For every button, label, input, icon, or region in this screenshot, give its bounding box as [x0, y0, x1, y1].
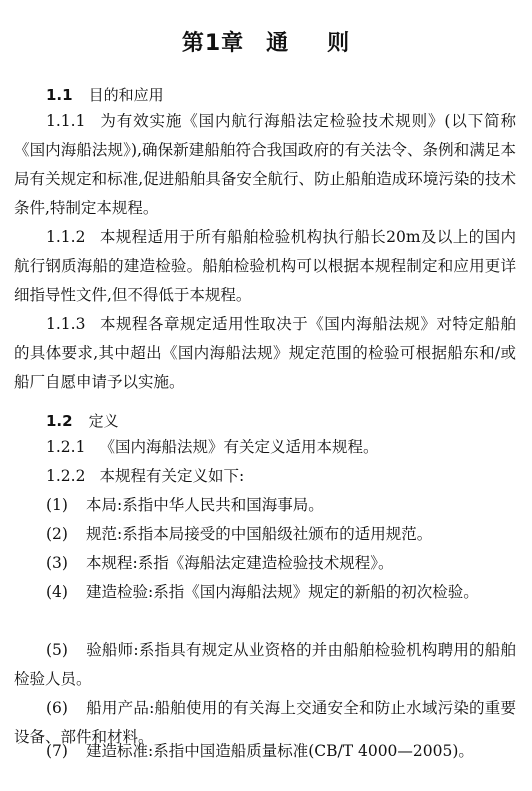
definition-item	[14, 578, 516, 607]
definition-item	[14, 737, 516, 766]
definition-item	[14, 520, 516, 549]
clause-1-1-2	[14, 223, 516, 310]
section-number: 1.1	[46, 86, 73, 104]
chapter-label: 第1章	[181, 31, 245, 56]
section-title: 定义	[88, 412, 119, 430]
clause-1-1-3	[14, 310, 516, 397]
clause-number: 1.1.1	[46, 112, 86, 130]
definition-item	[14, 549, 516, 578]
definition-number: (6)	[46, 699, 68, 717]
definition-number: (7)	[46, 742, 68, 760]
definition-item	[14, 491, 516, 520]
definition-text: 规范:系指本局接受的中国船级社颁布的适用规范。	[85, 525, 433, 543]
clause-text: 本规程各章规定适用性取决于《国内海船法规》对特定船舶的具体要求,其中超出《国内海船法规》规定范围的检验可根据船东和/或船厂自愿申请予以实施。	[14, 315, 516, 391]
clause-1-2-1	[14, 433, 516, 462]
clause-number: 1.2.1	[46, 438, 86, 456]
clause-number: 1.1.2	[46, 228, 86, 246]
section-heading-1-2	[46, 410, 119, 431]
clause-text: 《国内海船法规》有关定义适用本规程。	[99, 438, 379, 456]
definition-number: (4)	[46, 583, 68, 601]
chapter-title-part1: 通	[266, 31, 290, 56]
definition-text: 建造标准:系指中国造船质量标准(CB/T 4000—2005)。	[85, 742, 474, 760]
clause-text: 为有效实施《国内航行海船法定检验技术规则》(以下简称《国内海船法规》),确保新建船舶符合我国政府的有关法令、条例和满足本局有关规定和标准,促进船舶具备安全航行、防止船舶造成环境污染的技术条件,特制定本规程。	[14, 112, 516, 217]
clause-number: 1.1.3	[46, 315, 86, 333]
chapter-title	[0, 26, 532, 57]
definition-number: (1)	[46, 496, 68, 514]
clause-1-1-1	[14, 107, 516, 223]
definition-number: (3)	[46, 554, 68, 572]
definition-text: 船用产品:船舶使用的有关海上交通安全和防止水域污染的重要设备、部件和材料。	[14, 699, 516, 746]
definition-text: 建造检验:系指《国内海船法规》规定的新船的初次检验。	[85, 583, 479, 601]
clause-text: 本规程适用于所有船舶检验机构执行船长20m及以上的国内航行钢质海船的建造检验。船舶检验机构可以根据本规程制定和应用更详细指导性文件,但不得低于本规程。	[14, 228, 516, 304]
section-number: 1.2	[46, 412, 73, 430]
definition-number: (2)	[46, 525, 68, 543]
chapter-title-part2: 则	[327, 31, 351, 56]
clause-1-2-2	[14, 462, 516, 491]
definition-text: 本局:系指中华人民共和国海事局。	[85, 496, 324, 514]
definition-number: (5)	[46, 641, 68, 659]
definition-item	[14, 636, 516, 694]
section-title: 目的和应用	[88, 86, 164, 104]
definition-text: 本规程:系指《海船法定建造检验技术规程》。	[85, 554, 394, 572]
clause-text: 本规程有关定义如下:	[99, 467, 245, 485]
clause-number: 1.2.2	[46, 467, 86, 485]
definition-text: 验船师:系指具有规定从业资格的并由船舶检验机构聘用的船舶检验人员。	[14, 641, 516, 688]
section-heading-1-1	[46, 84, 164, 105]
